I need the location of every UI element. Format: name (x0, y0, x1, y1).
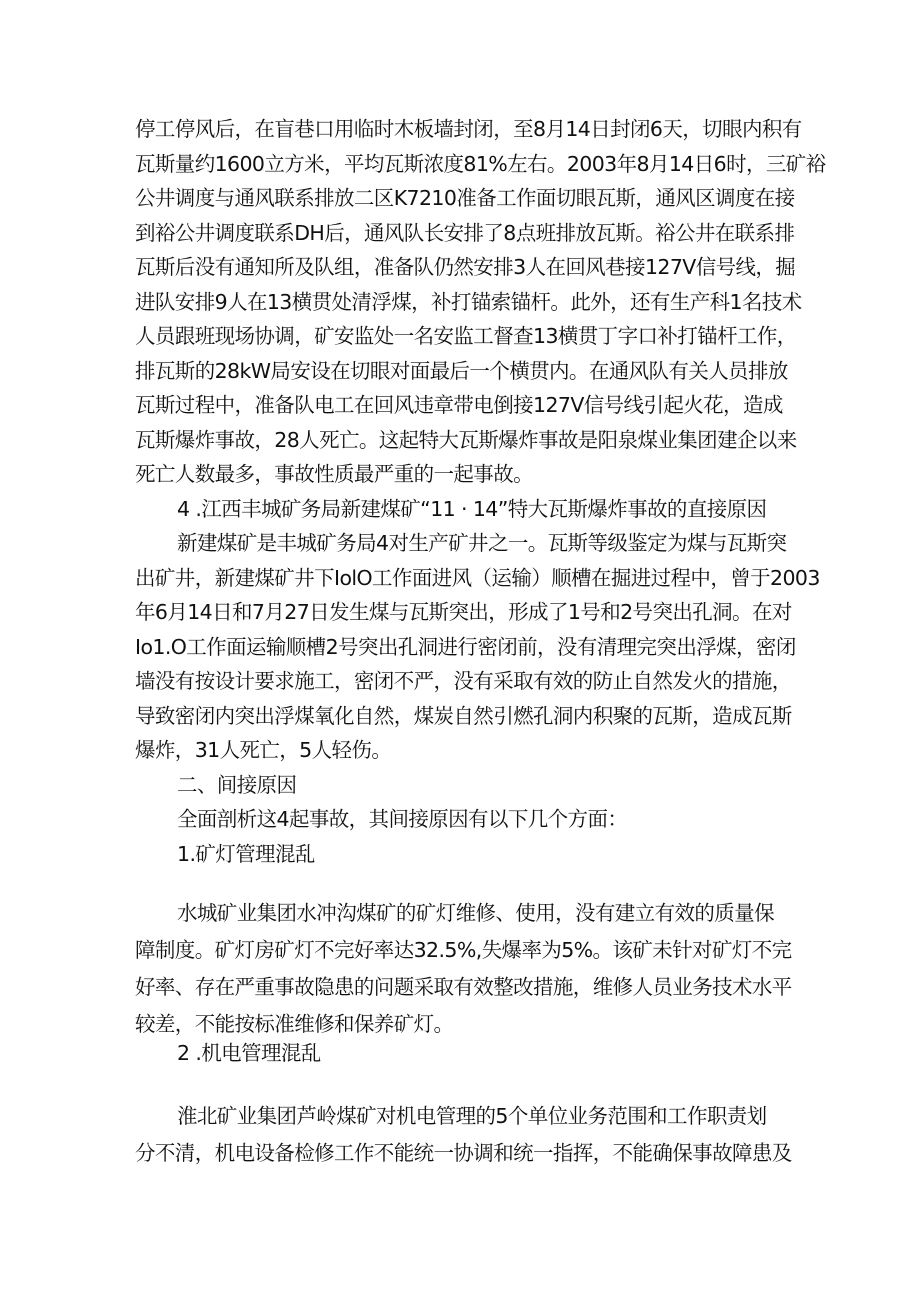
item-heading-electromechanical: 2 .机电管理混乱 (177, 1041, 321, 1065)
text-line: 墙没有按设计要求施工，密闭不严，没有采取有效的防止自然发火的措施， (135, 669, 792, 693)
text-line: 死亡人数最多，事故性质最严重的一起事故。 (135, 462, 533, 486)
text-line: 人员跟班现场协调，矿安监处一名安监工督查13横贯丁字口补打锚杆工作， (135, 324, 797, 348)
text-line: 爆炸，31人死亡，5人轻伤。 (135, 738, 392, 762)
item-heading-electromechanical-wrap (135, 1036, 800, 1071)
text-line: 瓦斯过程中，准备队电工在回风违章带电倒接127V信号线引起火花，造成 (135, 393, 783, 417)
paragraph-lamp-management (135, 895, 800, 1043)
text-line: 瓦斯爆炸事故，28人死亡。这起特大瓦斯爆炸事故是阳泉煤业集团建企以来 (135, 427, 797, 452)
section-heading-indirect-causes: 二、间接原因 (177, 772, 297, 797)
text-line: 到裕公井调度联系DH后，通风队长安排了8点班排放瓦斯。裕公井在联系排 (135, 220, 795, 245)
text-line: 导致密闭内突出浮煤氧化自然，煤炭自然引燃孔洞内积聚的瓦斯，造成瓦斯 (135, 703, 792, 728)
text-line: 水城矿业集团水冲沟煤矿的矿灯维修、使用，没有建立有效的质量保 (177, 901, 774, 925)
heading-accident-4: 4 .江西丰城矿务局新建煤矿“11 · 14”特大瓦斯爆炸事故的直接原因 (177, 496, 767, 521)
text-line: 公井调度与通风联系排放二区K7210准备工作面切眼瓦斯，通风区调度在接 (135, 186, 795, 210)
text-line: 年6月14日和7月27日发生煤与瓦斯突出，形成了1号和2号突出孔洞。在对 (135, 600, 792, 624)
section-intro: 全面剖析这4起事故，其间接原因有以下几个方面： (177, 807, 628, 831)
text-line: 较差，不能按标准维修和保养矿灯。 (135, 1012, 454, 1036)
text-line: 进队安排9人在13横贯处清浮煤，补打锚索锚杆。此外，还有生产科1名技术 (135, 289, 802, 314)
text-line: 排瓦斯的28kW局安设在切眼对面最后一个横贯内。在通风队有关人员排放 (135, 358, 788, 383)
text-line: 瓦斯后没有通知所及队组，准备队仍然安排3人在回风巷接127V信号线，掘 (135, 255, 796, 279)
text-line: 出矿井，新建煤矿井下IolO工作面进风（运输）顺槽在掘进过程中，曾于2003 (135, 565, 820, 590)
text-line: 停工停风后，在盲巷口用临时木板墙封闭，至8月14日封闭6天，切眼内积有 (135, 117, 802, 141)
text-line: 新建煤矿是丰城矿务局4对生产矿井之一。瓦斯等级鉴定为煤与瓦斯突 (177, 531, 787, 555)
paragraph-electromechanical (135, 1098, 800, 1172)
text-line: Io1.O工作面运输顺槽2号突出孔洞进行密闭前，没有清理完突出浮煤，密闭 (135, 634, 796, 659)
text-line: 好率、存在严重事故隐患的问题采取有效整改措施，维修人员业务技术水平 (135, 975, 792, 999)
text-line: 障制度。矿灯房矿灯不完好率达32.5%,失爆率为5%。该矿未针对矿灯不完 (135, 938, 792, 962)
text-line: 瓦斯量约1600立方米，平均瓦斯浓度81%左右。2003年8月14日6时，三矿裕 (135, 151, 826, 176)
text-line: 淮北矿业集团芦岭煤矿对机电管理的5个单位业务范围和工作职责划 (177, 1104, 767, 1128)
paragraph-accident-3 (135, 112, 826, 871)
text-line: 分不清，机电设备检修工作不能统一协调和统一指挥，不能确保事故障患及 (135, 1141, 792, 1165)
item-heading-lamp-management: 1.矿灯管理混乱 (177, 841, 315, 866)
